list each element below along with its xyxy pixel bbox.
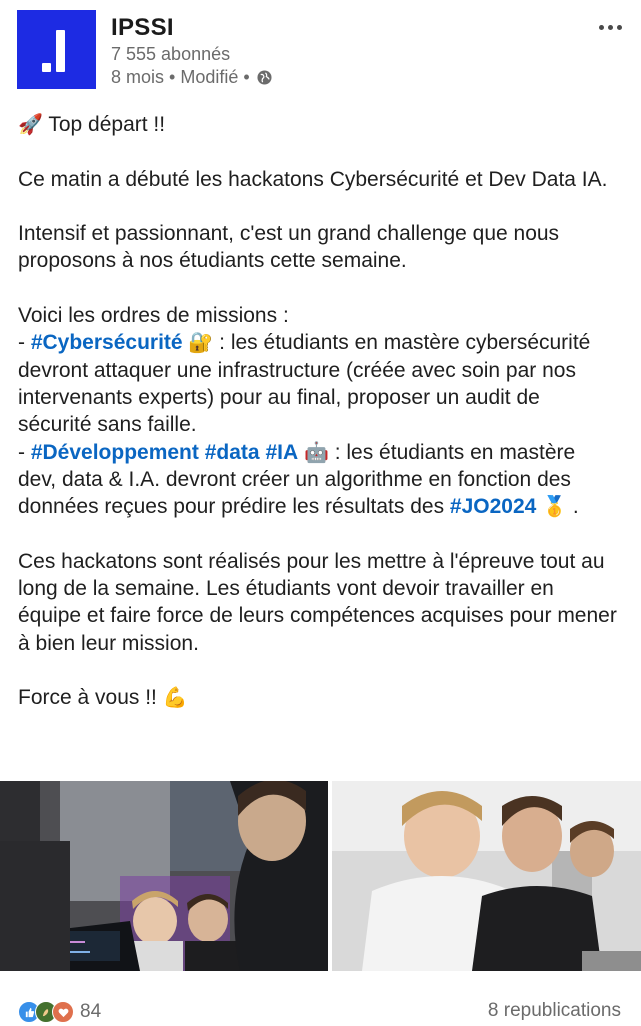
logo-glyph [42,28,72,72]
post-header [0,0,641,100]
post-meta [111,67,272,88]
hashtag-link[interactable]: #Développement [30,440,199,464]
post-paragraph: Ces hackatons sont réalisés pour les mettre à l'épreuve tout au long de la semaine. Les étudiants vont devoir travailler en équipe et faire force de leurs compétences acquises pour mener à bien leur mission. [18,549,617,655]
reaction-icons [18,1001,74,1023]
hashtag-link[interactable]: #IA [265,440,299,464]
post-paragraph: Force à vous !! 💪 [18,685,188,710]
post-photos [0,781,641,971]
reaction-count: 84 [80,1001,102,1022]
photo-students-laptop [0,781,328,971]
mission-item: - #Cybersécurité 🔐 : les étudiants en mastère cybersécurité devront attaquer une infrastructure (créée avec soin par nos intervenants experts) pour au final, proposer un audit de sécurité sans faille. [18,330,591,437]
follower-count: 7 555 abonnés [111,44,231,64]
flexed-biceps-icon: 💪 [162,685,188,710]
globe-icon [257,70,272,85]
post-paragraph: 🚀 Top départ !! [18,112,166,136]
post-body [18,111,618,712]
photo-students-working [332,781,641,971]
hashtag-link[interactable]: #data [204,440,260,464]
meta-separator: • [243,67,250,87]
repost-count[interactable]: 8 republications [487,1000,621,1021]
post-photo[interactable] [332,781,641,971]
meta-separator: • [169,67,176,87]
love-icon [52,1001,74,1023]
reactions-summary[interactable] [18,998,101,1026]
lock-key-icon: 🔐 [188,330,214,355]
rocket-icon: 🚀 [18,112,43,136]
post-time: 8 mois [111,67,165,87]
post-paragraph: Ce matin a débuté les hackatons Cybersécurité et Dev Data IA. [18,167,608,191]
gold-medal-icon: 🥇 [542,494,568,519]
hashtag-link[interactable]: #JO2024 [449,495,537,519]
post-photo[interactable] [0,781,328,971]
more-horizontal-icon [599,25,604,30]
hashtag-link[interactable]: #Cybersécurité [30,331,183,355]
company-logo[interactable] [17,10,96,89]
mission-item: - #Développement #data #IA 🤖 : les étudiants en mastère dev, data & I.A. devront créer un algorithme en fonction des données reçues pour prédire les résultats des #JO2024 🥇 . [18,439,579,519]
more-options-button[interactable] [597,14,623,40]
post-paragraph: Voici les ordres de missions : [18,304,289,328]
post-paragraph: Intensif et passionnant, c'est un grand challenge que nous proposons à nos étudiants cette semaine. [18,222,560,273]
robot-icon: 🤖 [303,439,329,464]
company-name[interactable]: IPSSI [111,14,174,41]
edited-label: Modifié [180,67,239,87]
